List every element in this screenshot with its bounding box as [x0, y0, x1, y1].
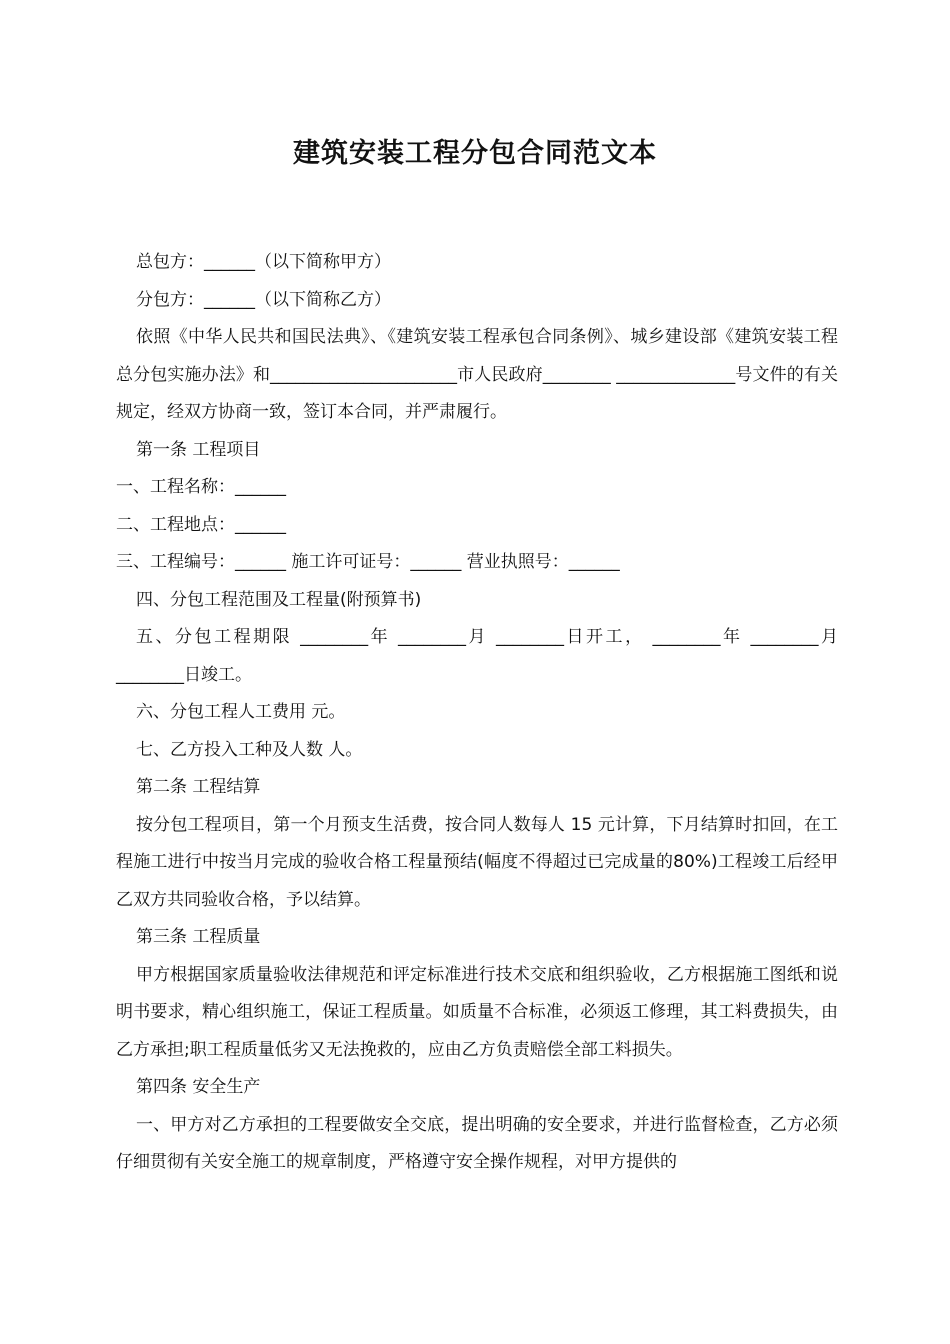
subcontract-scope-line: 四、分包工程范围及工程量(附预算书) — [136, 589, 422, 610]
workers-line: 七、乙方投入工种及人数 人。 — [136, 739, 363, 760]
subcontract-period-paragraph: 五、分包工程期限 ________年 ________月 ________日开工， ________年 ________月 ________日竣工。 — [116, 627, 838, 685]
labor-cost-line: 六、分包工程人工费用 元。 — [136, 702, 346, 722]
article-3-heading: 第三条 工程质量 — [136, 927, 261, 947]
article-2-heading: 第二条 工程结算 — [136, 777, 261, 797]
party-b-line: 分包方：______（以下简称乙方） — [136, 289, 391, 310]
party-a-line: 总包方：______（以下简称甲方） — [136, 252, 391, 272]
article-4-heading: 第四条 安全生产 — [136, 1077, 261, 1097]
document-title: 建筑安装工程分包合同范文本 — [293, 138, 657, 169]
preamble-paragraph: 依照《中华人民共和国民法典》、《建筑安装工程承包合同条例》、城乡建设部《建筑安装工程总分包实施办法》和______________________市人民政府________ ______________号文件的有关规定，经双方协商一致，签订本合同，并严肃履行。 — [116, 327, 838, 422]
article-1-heading: 第一条 工程项目 — [136, 439, 261, 460]
safety-paragraph: 一、甲方对乙方承担的工程要做安全交底，提出明确的安全要求，并进行监督检查，乙方必须仔细贯彻有关安全施工的规章制度，严格遵守安全操作规程，对甲方提供的 — [116, 1114, 838, 1172]
quality-paragraph: 甲方根据国家质量验收法律规范和评定标准进行技术交底和组织验收，乙方根据施工图纸和说明书要求，精心组织施工，保证工程质量。如质量不合标准，必须返工修理，其工料费损失，由乙方承担;职工程质量低劣又无法挽救的，应由乙方负责赔偿全部工料损失。 — [116, 964, 838, 1060]
settlement-paragraph: 按分包工程项目，第一个月预支生活费，按合同人数每人 15 元计算，下月结算时扣回，在工程施工进行中按当月完成的验收合格工程量预结(幅度不得超过已完成量的80%)工程竣工后经甲乙双方共同验收合格，予以结算。 — [116, 814, 838, 910]
project-location-line: 二、工程地点：______ — [116, 514, 286, 535]
project-number-line: 三、工程编号：______ 施工许可证号：______ 营业执照号：______ — [116, 552, 620, 572]
document-body — [116, 244, 838, 1182]
project-name-line: 一、工程名称：______ — [116, 477, 286, 497]
